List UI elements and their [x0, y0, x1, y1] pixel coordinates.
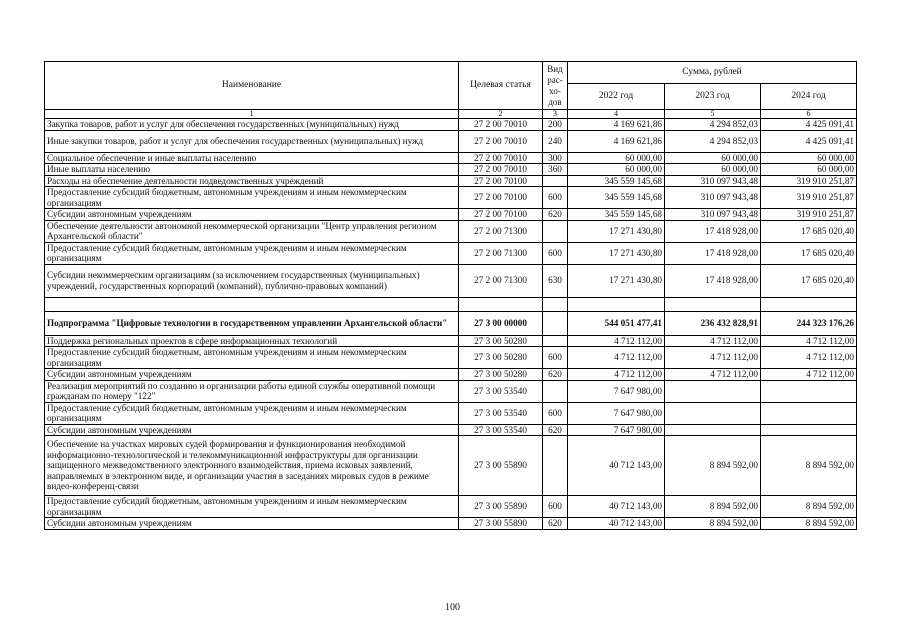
row-name: Расходы на обеспечение деятельности подведомственных учреждений: [45, 175, 459, 187]
row-amount-2023: 17 418 928,00: [665, 242, 761, 264]
row-amount-2024: 17 685 020,40: [761, 242, 857, 264]
row-amount-2024: 4 712 112,00: [761, 347, 857, 369]
row-name: Субсидии автономным учреждениям: [45, 518, 459, 530]
row-expense-type: 620: [543, 518, 568, 530]
row-target-article: 27 3 00 53540: [459, 402, 543, 424]
row-amount-2023: 17 418 928,00: [665, 264, 761, 297]
table-row: [45, 518, 857, 530]
row-amount-2024: [761, 402, 857, 424]
row-amount-2023: [665, 297, 761, 311]
row-amount-2023: 4 294 852,03: [665, 119, 761, 131]
row-amount-2024: 17 685 020,40: [761, 264, 857, 297]
row-amount-2024: 319 910 251,87: [761, 187, 857, 209]
table-body: [45, 119, 857, 530]
row-name: Обеспечение деятельности автономной некоммерческой организации "Центр управления регионом Архангельской области": [45, 220, 459, 242]
row-expense-type: 600: [543, 347, 568, 369]
row-target-article: 27 2 00 71300: [459, 220, 543, 242]
column-number-1: 1: [45, 110, 459, 119]
row-amount-2022: 7 647 980,00: [568, 380, 665, 402]
table-row: [45, 209, 857, 221]
row-amount-2023: [665, 402, 761, 424]
row-target-article: 27 3 00 50280: [459, 335, 543, 347]
row-expense-type: 240: [543, 130, 568, 152]
row-name: Субсидии автономным учреждениям: [45, 209, 459, 221]
row-amount-2022: 7 647 980,00: [568, 402, 665, 424]
row-amount-2023: 60 000,00: [665, 152, 761, 164]
table-row: [45, 164, 857, 176]
row-name: Иные закупки товаров, работ и услуг для обеспечения государственных (муниципальных) нужд: [45, 130, 459, 152]
row-target-article: 27 3 00 50280: [459, 369, 543, 381]
row-name: Субсидии автономным учреждениям: [45, 369, 459, 381]
row-amount-2022: 7 647 980,00: [568, 424, 665, 436]
row-target-article: 27 3 00 53540: [459, 424, 543, 436]
row-amount-2023: 4 712 112,00: [665, 335, 761, 347]
row-amount-2024: 8 894 592,00: [761, 436, 857, 496]
row-amount-2022: 4 169 621,86: [568, 119, 665, 131]
row-target-article: 27 2 00 70100: [459, 175, 543, 187]
row-name: Предоставление субсидий бюджетным, автономным учреждениям и иным некоммерческим организациям: [45, 242, 459, 264]
row-target-article: [459, 297, 543, 311]
row-amount-2022: 4 712 112,00: [568, 347, 665, 369]
row-amount-2024: 319 910 251,87: [761, 209, 857, 221]
row-amount-2024: 60 000,00: [761, 152, 857, 164]
row-amount-2023: [665, 380, 761, 402]
row-amount-2022: 544 051 477,41: [568, 311, 665, 335]
header-expense-type: Вид рас- хо- дов: [543, 62, 568, 110]
table-row: [45, 436, 857, 496]
page-number: 100: [445, 602, 460, 613]
row-amount-2024: 4 712 112,00: [761, 335, 857, 347]
row-amount-2024: 4 712 112,00: [761, 369, 857, 381]
row-name: Подпрограмма "Цифровые технологии в государственном управлении Архангельской области": [45, 311, 459, 335]
row-name: Предоставление субсидий бюджетным, автономным учреждениям и иным некоммерческим организациям: [45, 496, 459, 518]
row-amount-2022: 4 712 112,00: [568, 369, 665, 381]
row-name: Реализация мероприятий по созданию и организации работы единой службы оперативной помощи гражданам по номеру "122": [45, 380, 459, 402]
row-name: Поддержка региональных проектов в сфере информационных технологий: [45, 335, 459, 347]
column-number-2: 2: [459, 110, 543, 119]
table-row: [45, 496, 857, 518]
row-target-article: 27 3 00 50280: [459, 347, 543, 369]
table-row: [45, 175, 857, 187]
subprogram-row: [45, 311, 857, 335]
row-expense-type: 620: [543, 369, 568, 381]
row-expense-type: 200: [543, 119, 568, 131]
row-target-article: 27 2 00 70010: [459, 130, 543, 152]
row-amount-2023: 310 097 943,48: [665, 187, 761, 209]
row-expense-type: 600: [543, 496, 568, 518]
row-expense-type: [543, 220, 568, 242]
row-target-article: 27 2 00 70010: [459, 164, 543, 176]
row-name: Иные выплаты населению: [45, 164, 459, 176]
row-amount-2024: 4 425 091,41: [761, 130, 857, 152]
table-row: [45, 402, 857, 424]
table-header: [45, 62, 857, 119]
table-row: [45, 130, 857, 152]
row-target-article: 27 3 00 53540: [459, 380, 543, 402]
table-row: [45, 242, 857, 264]
column-number-4: 4: [568, 110, 665, 119]
header-sum: Сумма, рублей: [568, 62, 857, 84]
header-year-2024: 2024 год: [761, 84, 857, 110]
row-expense-type: 630: [543, 264, 568, 297]
row-expense-type: 600: [543, 242, 568, 264]
row-amount-2022: 60 000,00: [568, 164, 665, 176]
row-amount-2022: 345 559 145,68: [568, 209, 665, 221]
row-amount-2022: 345 559 145,68: [568, 175, 665, 187]
row-amount-2022: 17 271 430,80: [568, 220, 665, 242]
table-row: [45, 424, 857, 436]
row-amount-2023: 310 097 943,48: [665, 175, 761, 187]
row-target-article: 27 3 00 00000: [459, 311, 543, 335]
row-amount-2024: 8 894 592,00: [761, 518, 857, 530]
table-row: [45, 264, 857, 297]
row-amount-2022: 40 712 143,00: [568, 436, 665, 496]
row-amount-2023: [665, 424, 761, 436]
column-number-6: 6: [761, 110, 857, 119]
budget-table: [44, 61, 857, 530]
row-amount-2022: 4 712 112,00: [568, 335, 665, 347]
row-expense-type: 600: [543, 187, 568, 209]
table-row-empty: [45, 297, 857, 311]
row-target-article: 27 3 00 55890: [459, 496, 543, 518]
row-expense-type: [543, 436, 568, 496]
row-target-article: 27 2 00 70010: [459, 152, 543, 164]
table-row: [45, 380, 857, 402]
row-amount-2023: 4 712 112,00: [665, 347, 761, 369]
table-row: [45, 220, 857, 242]
row-name: Предоставление субсидий бюджетным, автономным учреждениям и иным некоммерческим организациям: [45, 402, 459, 424]
row-name: Субсидии автономным учреждениям: [45, 424, 459, 436]
row-target-article: 27 3 00 55890: [459, 436, 543, 496]
row-name: Социальное обеспечение и иные выплаты населению: [45, 152, 459, 164]
row-expense-type: 620: [543, 424, 568, 436]
row-amount-2023: 4 712 112,00: [665, 369, 761, 381]
row-expense-type: [543, 311, 568, 335]
row-amount-2022: 17 271 430,80: [568, 242, 665, 264]
header-year-2023: 2023 год: [665, 84, 761, 110]
row-amount-2022: [568, 297, 665, 311]
row-amount-2022: 40 712 143,00: [568, 496, 665, 518]
row-target-article: 27 2 00 70100: [459, 209, 543, 221]
row-name: Обеспечение на участках мировых судей формирования и функционирования необходимой информационно-технологической и телекоммуникационной инфраструктуры для организации защищенного межведомственного электронного взаимодействия, приема исковых заявлений, направляемых в электронном виде, и организации участия в заседаниях мировых судов в режиме видео-конференц-связи: [45, 436, 459, 496]
row-amount-2023: 60 000,00: [665, 164, 761, 176]
row-amount-2022: 4 169 621,86: [568, 130, 665, 152]
row-target-article: 27 2 00 71300: [459, 264, 543, 297]
table-row: [45, 335, 857, 347]
row-expense-type: [543, 335, 568, 347]
row-amount-2024: 8 894 592,00: [761, 496, 857, 518]
row-amount-2024: 244 323 176,26: [761, 311, 857, 335]
row-amount-2023: 310 097 943,48: [665, 209, 761, 221]
row-amount-2022: 60 000,00: [568, 152, 665, 164]
row-amount-2022: 345 559 145,68: [568, 187, 665, 209]
row-expense-type: [543, 175, 568, 187]
table-row: [45, 187, 857, 209]
row-name: Субсидии некоммерческим организациям (за исключением государственных (муниципальных) учреждений, государственных корпораций (компаний), публично-правовых компаний): [45, 264, 459, 297]
header-target-article: Целевая статья: [459, 62, 543, 110]
row-expense-type: 300: [543, 152, 568, 164]
row-expense-type: 360: [543, 164, 568, 176]
header-name: Наименование: [45, 62, 459, 110]
row-amount-2023: 17 418 928,00: [665, 220, 761, 242]
row-target-article: 27 2 00 70010: [459, 119, 543, 131]
row-target-article: 27 2 00 70100: [459, 187, 543, 209]
row-expense-type: 620: [543, 209, 568, 221]
row-amount-2022: 40 712 143,00: [568, 518, 665, 530]
row-amount-2023: 236 432 828,91: [665, 311, 761, 335]
row-target-article: 27 3 00 55890: [459, 518, 543, 530]
row-amount-2024: 4 425 091,41: [761, 119, 857, 131]
column-number-5: 5: [665, 110, 761, 119]
header-year-2022: 2022 год: [568, 84, 665, 110]
row-amount-2024: 319 910 251,87: [761, 175, 857, 187]
row-target-article: 27 2 00 71300: [459, 242, 543, 264]
row-expense-type: [543, 297, 568, 311]
row-expense-type: 600: [543, 402, 568, 424]
row-name: Предоставление субсидий бюджетным, автономным учреждениям и иным некоммерческим организациям: [45, 187, 459, 209]
row-expense-type: [543, 380, 568, 402]
row-name: [45, 297, 459, 311]
column-number-3: 3: [543, 110, 568, 119]
row-amount-2023: 4 294 852,03: [665, 130, 761, 152]
table-row: [45, 347, 857, 369]
table-row: [45, 119, 857, 131]
row-amount-2023: 8 894 592,00: [665, 436, 761, 496]
row-amount-2024: [761, 297, 857, 311]
row-amount-2022: 17 271 430,80: [568, 264, 665, 297]
row-amount-2023: 8 894 592,00: [665, 496, 761, 518]
row-amount-2024: 60 000,00: [761, 164, 857, 176]
row-amount-2024: 17 685 020,40: [761, 220, 857, 242]
table-row: [45, 152, 857, 164]
row-name: Закупка товаров, работ и услуг для обеспечения государственных (муниципальных) нужд: [45, 119, 459, 131]
row-amount-2024: [761, 380, 857, 402]
table-row: [45, 369, 857, 381]
row-name: Предоставление субсидий бюджетным, автономным учреждениям и иным некоммерческим организациям: [45, 347, 459, 369]
row-amount-2024: [761, 424, 857, 436]
row-amount-2023: 8 894 592,00: [665, 518, 761, 530]
